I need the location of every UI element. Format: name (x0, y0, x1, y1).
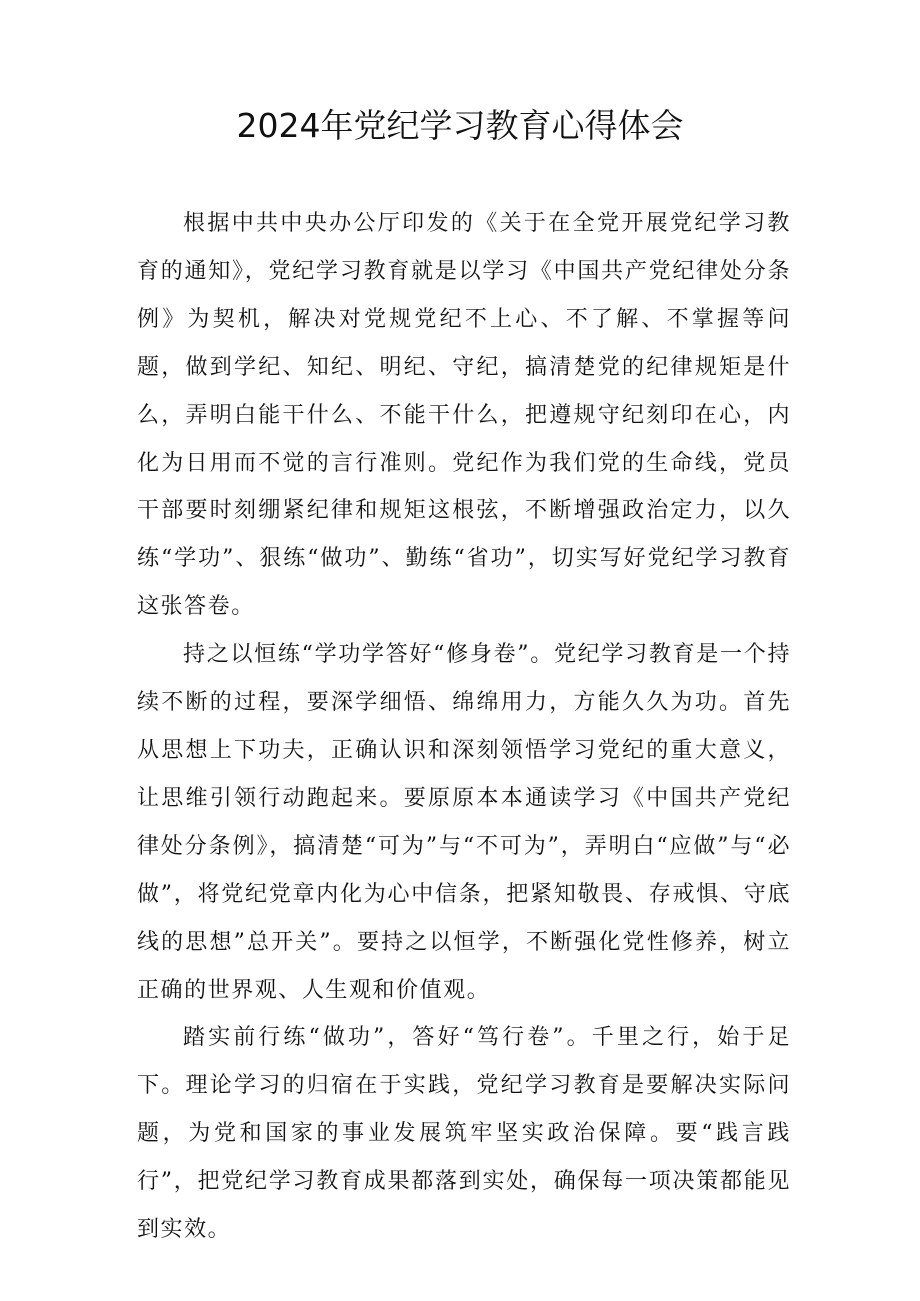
document-title: 2024年党纪学习教育心得体会 (236, 106, 684, 145)
paragraph-practice: 踏实前行练“做功”，答好“笃行卷”。千里之行，始于足下。理论学习的归宿在于实践，党纪学习教育是要解决实际问题，为党和国家的事业发展筑牢坚实政治保障。要“践言践行”，把党纪学习教育成果都落到实处，确保每一项决策都能见到实效。 (137, 1025, 791, 1243)
paragraph-intro: 根据中共中央办公厅印发的《关于在全党开展党纪学习教育的通知》，党纪学习教育就是以学习《中国共产党纪律处分条例》为契机，解决对党规党纪不上心、不了解、不掌握等问题，做到学纪、知纪、明纪、守纪，搞清楚党的纪律规矩是什么，弄明白能干什么、不能干什么，把遵规守纪刻印在心，内化为日用而不觉的言行准则。党纪作为我们党的生命线，党员干部要时刻绷紧纪律和规矩这根弦，不断增强政治定力，以久练“学功”、狠练“做功”、勤练“省功”，切实写好党纪学习教育这张答卷。 (137, 211, 791, 620)
document-body (137, 200, 791, 1254)
paragraph-study: 持之以恒练“学功学答好“修身卷”。党纪学习教育是一个持续不断的过程，要深学细悟、绵绵用力，方能久久为功。首先从思想上下功夫，正确认识和深刻领悟学习党纪的重大意义，让思维引领行动跑起来。要原原本本通读学习《中国共产党纪律处分条例》，搞清楚“可为”与“不可为”，弄明白“应做”与“必做”，将党纪党章内化为心中信条，把紧知敬畏、存戒惧、守底线的思想”总开关”。要持之以恒学，不断强化党性修养，树立正确的世界观、人生观和价值观。 (137, 642, 791, 1003)
